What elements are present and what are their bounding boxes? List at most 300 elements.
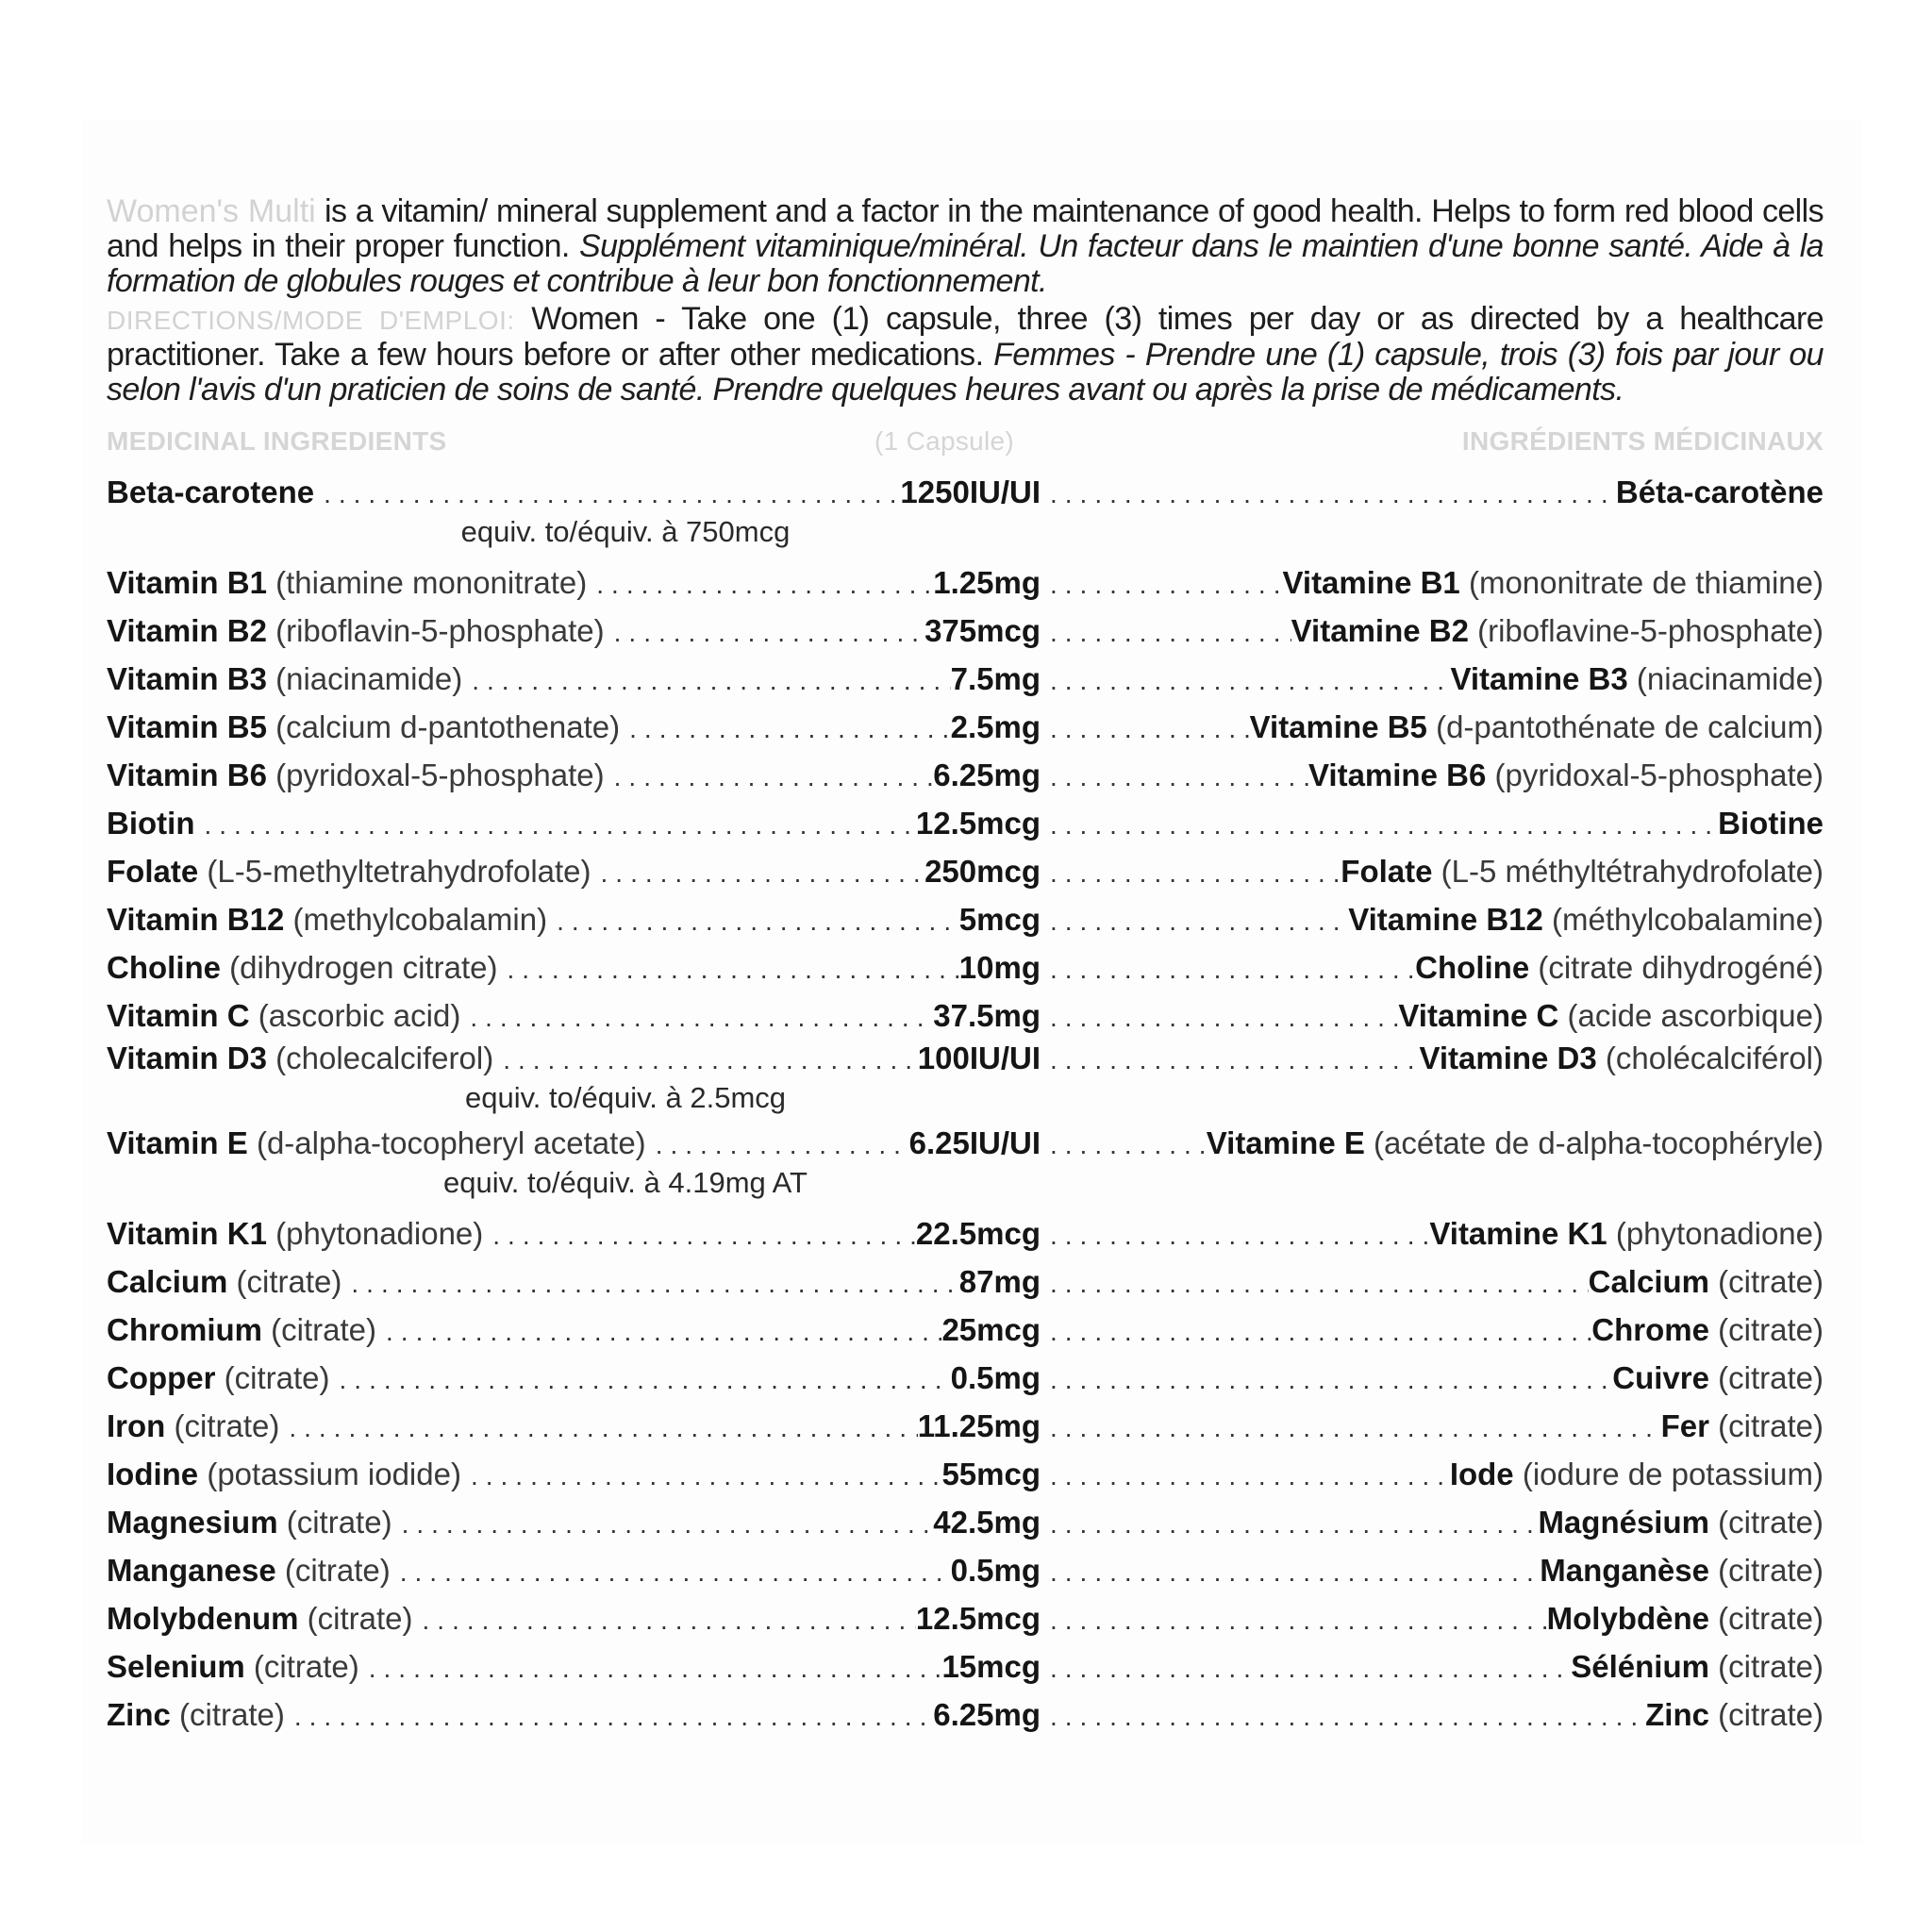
ingredient-equivalence: equiv. to/équiv. à 2.5mcg <box>464 1081 787 1114</box>
leader-dots <box>279 1404 917 1450</box>
ingredient-left <box>107 655 1041 703</box>
ingredient-right <box>1041 751 1824 799</box>
ingredient-name-en: Vitamin E <box>107 1125 248 1160</box>
leader-dots <box>605 753 934 799</box>
ingredient-left <box>107 895 1041 943</box>
directions-text-fr: Femmes - Prendre une (1) capsule, trois (3) fois par jour ou selon l'avis d'un praticien de soins de santé. Prendre quelques heures avant ou après la prise de médicaments. <box>107 337 1824 408</box>
ingredient-left <box>107 703 1041 751</box>
ingredient-label-en <box>107 1257 341 1306</box>
ingredient-right <box>1041 799 1824 847</box>
ingredient-label-en <box>107 847 591 895</box>
ingredient-qualifier-fr: (citrate) <box>1708 1649 1824 1684</box>
ingredient-qualifier-fr: (phytonadione) <box>1607 1216 1824 1251</box>
ingredient-equivalence: equiv. to/équiv. à 4.19mg AT <box>442 1166 808 1199</box>
ingredient-label-fr <box>1547 1594 1824 1642</box>
leader-dots <box>1041 560 1282 607</box>
ingredient-qualifier-en: (dihydrogen citrate) <box>221 950 498 985</box>
ingredient-label-en <box>107 1546 391 1594</box>
ingredient-name-en: Vitamin B3 <box>107 661 267 696</box>
leader-dots <box>460 993 933 1040</box>
ingredient-qualifier-fr: (L-5 méthyltétrahydrofolate) <box>1432 854 1824 889</box>
ingredient-name-en: Vitamin B1 <box>107 565 267 600</box>
ingredient-left <box>107 558 1041 607</box>
ingredient-qualifier-fr: (mononitrate de thiamine) <box>1459 565 1824 600</box>
ingredient-left <box>107 1354 1041 1402</box>
ingredient-name-en: Zinc <box>107 1697 171 1732</box>
ingredient-qualifier-en: (citrate) <box>277 1505 392 1540</box>
ingredient-name-fr: Manganèse <box>1540 1553 1709 1588</box>
ingredient-qualifier-en: (citrate) <box>298 1601 413 1636</box>
ingredient-label-en <box>107 1450 461 1498</box>
ingredient-name-fr: Iode <box>1449 1457 1514 1491</box>
ingredient-name-en: Vitamin B6 <box>107 758 267 792</box>
ingredient-right <box>1041 1209 1824 1257</box>
ingredient-left <box>107 474 1041 511</box>
ingredient-row <box>107 799 1824 847</box>
ingredient-amount: 0.5mg <box>950 1553 1041 1588</box>
leader-dots <box>1041 475 1616 511</box>
product-name: Women's Multi <box>107 193 316 229</box>
leader-dots <box>1041 1596 1547 1642</box>
ingredient-label-fr <box>1718 799 1824 847</box>
ingredient-name-en: Vitamin K1 <box>107 1216 267 1251</box>
ingredient-left <box>107 1209 1041 1257</box>
ingredient-label-en <box>107 1209 483 1257</box>
header-serving: (1 Capsule) <box>874 426 1015 456</box>
ingredient-qualifier-fr: (d-pantothénate de calcium) <box>1426 709 1824 744</box>
ingredient-label-fr <box>1291 607 1824 655</box>
ingredient-amount: 12.5mcg <box>915 1601 1041 1636</box>
ingredient-left <box>107 1040 1041 1077</box>
ingredient-right <box>1041 607 1824 655</box>
ingredient-qualifier-en: (cholecalciferol) <box>266 1041 494 1075</box>
ingredient-amount: 12.5mcg <box>915 806 1041 841</box>
ingredient-name-fr: Vitamine K1 <box>1429 1216 1607 1251</box>
ingredient-right <box>1041 1306 1824 1354</box>
leader-dots <box>1041 1452 1450 1498</box>
ingredient-name-fr: Béta-carotène <box>1615 475 1824 509</box>
ingredient-right <box>1041 895 1824 943</box>
ingredient-label-en <box>107 703 620 751</box>
ingredient-name-fr: Calcium <box>1588 1264 1709 1299</box>
leader-dots <box>1041 657 1450 703</box>
ingredient-qualifier-en: (niacinamide) <box>266 661 463 696</box>
ingredient-label-fr <box>1419 1040 1824 1077</box>
ingredient-name-en: Beta-carotene <box>107 475 315 509</box>
leader-dots <box>376 1307 941 1354</box>
ingredient-label-en <box>107 1690 285 1739</box>
ingredient-row <box>107 1402 1824 1450</box>
leader-dots <box>1041 1404 1661 1450</box>
ingredient-label-fr <box>1348 895 1824 943</box>
leader-dots <box>605 608 924 655</box>
ingredient-left <box>107 1450 1041 1498</box>
ingredient-qualifier-fr: (citrate dihydrogéné) <box>1529 950 1824 985</box>
ingredient-label-fr <box>1450 655 1824 703</box>
ingredient-label-en <box>107 1402 279 1450</box>
leader-dots <box>1041 897 1348 943</box>
ingredient-left <box>107 1306 1041 1354</box>
ingredient-label-fr <box>1612 1354 1824 1402</box>
ingredient-row <box>107 1594 1824 1642</box>
ingredient-label-en <box>107 751 605 799</box>
ingredient-label-fr <box>1661 1402 1824 1450</box>
ingredient-qualifier-fr: (citrate) <box>1708 1360 1824 1395</box>
ingredient-label-fr <box>1571 1642 1824 1690</box>
ingredient-left <box>107 847 1041 895</box>
ingredient-amount: 25mcg <box>941 1312 1041 1347</box>
ingredient-row <box>107 943 1824 991</box>
ingredient-row <box>107 1306 1824 1354</box>
ingredient-label-en <box>107 655 462 703</box>
ingredient-qualifier-fr: (citrate) <box>1708 1408 1824 1443</box>
ingredient-amount: 0.5mg <box>950 1360 1041 1395</box>
ingredient-amount: 55mcg <box>941 1457 1041 1491</box>
ingredient-name-en: Vitamin C <box>107 998 250 1033</box>
ingredient-label-en <box>107 607 605 655</box>
ingredient-amount: 250mcg <box>924 854 1041 889</box>
ingredient-qualifier-fr: (citrate) <box>1708 1312 1824 1347</box>
ingredient-name-fr: Vitamine B1 <box>1282 565 1460 600</box>
ingredient-name-en: Calcium <box>107 1264 228 1299</box>
ingredient-label-en <box>107 991 460 1040</box>
ingredient-row <box>107 1040 1824 1077</box>
ingredient-label-fr <box>1282 558 1824 607</box>
ingredient-qualifier-fr: (citrate) <box>1708 1553 1824 1588</box>
ingredient-qualifier-en: (citrate) <box>165 1408 280 1443</box>
ingredient-label-en <box>107 1354 330 1402</box>
directions-text-en: Women - Take one (1) capsule, three (3) times per day or as directed by a healthcare practitioner. Take a few hours before or after other medications. <box>107 301 1824 373</box>
ingredient-amount: 1.25mg <box>933 565 1041 600</box>
ingredient-amount: 10mg <box>958 950 1041 985</box>
ingredient-qualifier-fr: (acétate de d-alpha-tocophéryle) <box>1364 1125 1824 1160</box>
ingredient-right <box>1041 558 1824 607</box>
ingredient-amount: 87mg <box>958 1264 1041 1299</box>
ingredient-name-fr: Molybdène <box>1546 1601 1709 1636</box>
ingredient-qualifier-en: (citrate) <box>244 1649 359 1684</box>
ingredient-left <box>107 799 1041 847</box>
leader-dots <box>1041 1211 1429 1257</box>
ingredient-row <box>107 1498 1824 1546</box>
ingredient-row <box>107 1690 1824 1739</box>
ingredient-qualifier-en: (potassium iodide) <box>198 1457 461 1491</box>
leader-dots <box>1041 801 1718 847</box>
ingredient-row <box>107 1257 1824 1306</box>
intro-text-en: is a vitamin/ mineral supplement and a factor in the maintenance of good health. Helps to form red blood cells and helps in their proper function. <box>107 193 1824 264</box>
ingredient-name-en: Copper <box>107 1360 216 1395</box>
ingredient-qualifier-fr: (méthylcobalamine) <box>1542 902 1824 937</box>
ingredient-left <box>107 1257 1041 1306</box>
leader-dots <box>1041 1548 1540 1594</box>
ingredient-row <box>107 1209 1824 1257</box>
ingredient-label-en <box>107 1642 359 1690</box>
ingredient-label-en <box>107 1124 646 1162</box>
ingredient-qualifier-fr: (iodure de potassium) <box>1513 1457 1824 1491</box>
ingredient-qualifier-en: (L-5-methyltetrahydrofolate) <box>198 854 591 889</box>
leader-dots <box>341 1259 958 1306</box>
ingredient-qualifier-fr: (acide ascorbique) <box>1558 998 1824 1033</box>
ingredient-right <box>1041 1690 1824 1739</box>
leader-dots <box>194 801 915 847</box>
ingredient-row <box>107 607 1824 655</box>
leader-dots <box>285 1692 933 1739</box>
ingredient-name-fr: Cuivre <box>1612 1360 1709 1395</box>
header-ingredients-medicinaux: INGRÉDIENTS MÉDICINAUX <box>1461 426 1824 456</box>
ingredient-name-fr: Vitamine E <box>1206 1125 1365 1160</box>
leader-dots <box>493 1041 918 1077</box>
ingredient-label-en <box>107 1306 376 1354</box>
ingredient-qualifier-fr: (citrate) <box>1708 1601 1824 1636</box>
ingredient-label-en <box>107 943 497 991</box>
leader-dots <box>483 1211 916 1257</box>
ingredient-name-en: Iron <box>107 1408 166 1443</box>
ingredient-left <box>107 1498 1041 1546</box>
ingredient-label-en <box>107 1498 392 1546</box>
leader-dots <box>391 1548 951 1594</box>
ingredient-label-fr <box>1429 1209 1824 1257</box>
directions-paragraph <box>107 302 1824 408</box>
ingredient-name-fr: Biotine <box>1718 806 1824 841</box>
ingredient-name-en: Biotin <box>107 806 195 841</box>
label-content <box>107 194 1824 1739</box>
ingredient-label-fr <box>1645 1690 1824 1739</box>
ingredient-name-en: Iodine <box>107 1457 199 1491</box>
ingredient-qualifier-fr: (riboflavine-5-phosphate) <box>1468 613 1824 648</box>
ingredient-name-en: Magnesium <box>107 1505 278 1540</box>
ingredient-name-fr: Vitamine B6 <box>1308 758 1487 792</box>
ingredient-right <box>1041 1257 1824 1306</box>
leader-dots <box>314 475 900 511</box>
ingredient-left <box>107 1690 1041 1739</box>
ingredient-row <box>107 1124 1824 1162</box>
ingredient-name-en: Selenium <box>107 1649 245 1684</box>
leader-dots <box>646 1126 909 1162</box>
ingredient-name-fr: Choline <box>1415 950 1530 985</box>
intro-paragraph <box>107 194 1824 299</box>
ingredient-label-en <box>107 1594 413 1642</box>
ingredient-qualifier-fr: (citrate) <box>1708 1697 1824 1732</box>
ingredient-qualifier-en: (citrate) <box>170 1697 285 1732</box>
ingredient-row <box>107 751 1824 799</box>
ingredient-qualifier-en: (ascorbic acid) <box>249 998 461 1033</box>
ingredient-name-fr: Vitamine B3 <box>1450 661 1628 696</box>
ingredient-right <box>1041 1450 1824 1498</box>
ingredient-name-en: Vitamin B5 <box>107 709 267 744</box>
ingredient-name-en: Choline <box>107 950 221 985</box>
ingredient-row <box>107 1642 1824 1690</box>
leader-dots <box>1041 753 1308 799</box>
ingredient-left <box>107 1642 1041 1690</box>
ingredient-right <box>1041 1546 1824 1594</box>
ingredient-name-en: Vitamin B12 <box>107 902 285 937</box>
ingredient-qualifier-en: (citrate) <box>227 1264 342 1299</box>
leader-dots <box>1041 849 1341 895</box>
ingredient-amount: 37.5mg <box>933 998 1041 1033</box>
ingredient-label-fr <box>1308 751 1824 799</box>
directions-heading: DIRECTIONS/MODE D'EMPLOI: <box>107 306 515 335</box>
ingredient-amount: 42.5mg <box>933 1505 1041 1540</box>
ingredient-right <box>1041 474 1824 511</box>
leader-dots <box>461 1452 941 1498</box>
ingredient-name-en: Chromium <box>107 1312 262 1347</box>
ingredient-amount: 100IU/UI <box>917 1041 1041 1075</box>
ingredient-right <box>1041 655 1824 703</box>
ingredient-right <box>1041 1354 1824 1402</box>
ingredient-list <box>107 474 1824 1739</box>
ingredient-qualifier-en: (citrate) <box>262 1312 377 1347</box>
ingredient-left <box>107 1546 1041 1594</box>
ingredient-amount: 6.25mg <box>933 758 1041 792</box>
ingredient-row <box>107 655 1824 703</box>
ingredient-name-fr: Vitamine C <box>1398 998 1559 1033</box>
ingredient-qualifier-fr: (citrate) <box>1708 1264 1824 1299</box>
ingredient-amount: 15mcg <box>941 1649 1041 1684</box>
ingredient-label-en <box>107 1040 493 1077</box>
intro-text-fr: Supplément vitaminique/minéral. Un facteur dans le maintien d'une bonne santé. Aide à la formation de globules rouges et contribue à leur bon fonctionnement. <box>107 228 1824 299</box>
ingredient-amount: 375mcg <box>924 613 1041 648</box>
ingredient-qualifier-en: (citrate) <box>275 1553 391 1588</box>
ingredient-qualifier-en: (phytonadione) <box>266 1216 484 1251</box>
ingredient-right <box>1041 1642 1824 1690</box>
ingredient-name-fr: Vitamine B2 <box>1291 613 1469 648</box>
ingredient-row <box>107 703 1824 751</box>
ingredient-label-en <box>107 799 194 847</box>
leader-dots <box>1041 705 1250 751</box>
leader-dots <box>1041 993 1398 1040</box>
ingredient-left <box>107 751 1041 799</box>
ingredient-amount: 6.25mg <box>933 1697 1041 1732</box>
leader-dots <box>591 849 925 895</box>
header-medicinal-ingredients: MEDICINAL INGREDIENTS <box>107 426 447 456</box>
ingredient-right <box>1041 991 1824 1040</box>
ingredient-table-header <box>107 426 1824 464</box>
ingredient-label-fr <box>1398 991 1824 1040</box>
leader-dots <box>1041 1692 1645 1739</box>
ingredient-qualifier-en: (citrate) <box>215 1360 330 1395</box>
ingredient-right <box>1041 943 1824 991</box>
leader-dots <box>1041 945 1415 991</box>
ingredient-qualifier-en: (calcium d-pantothenate) <box>266 709 621 744</box>
ingredient-label-fr <box>1341 847 1824 895</box>
ingredient-label-fr <box>1415 943 1824 991</box>
ingredient-right <box>1041 1498 1824 1546</box>
leader-dots <box>1041 608 1291 655</box>
ingredient-label-en <box>107 895 547 943</box>
ingredient-qualifier-en: (d-alpha-tocopheryl acetate) <box>247 1125 646 1160</box>
ingredient-label-fr <box>1538 1498 1824 1546</box>
leader-dots <box>462 657 950 703</box>
ingredient-label-fr <box>1207 1124 1824 1162</box>
ingredient-name-en: Manganese <box>107 1553 276 1588</box>
ingredient-amount: 11.25mg <box>917 1408 1041 1443</box>
ingredient-amount: 5mcg <box>958 902 1041 937</box>
ingredient-row <box>107 1546 1824 1594</box>
ingredient-name-fr: Zinc <box>1645 1697 1709 1732</box>
ingredient-qualifier-en: (methylcobalamin) <box>284 902 548 937</box>
ingredient-left <box>107 607 1041 655</box>
ingredient-row <box>107 1354 1824 1402</box>
ingredient-qualifier-fr: (niacinamide) <box>1627 661 1824 696</box>
leader-dots <box>1041 1126 1207 1162</box>
ingredient-row <box>107 1450 1824 1498</box>
ingredient-name-fr: Fer <box>1660 1408 1709 1443</box>
ingredient-qualifier-en: (riboflavin-5-phosphate) <box>266 613 605 648</box>
leader-dots <box>1041 1500 1538 1546</box>
ingredient-label-en <box>107 558 587 607</box>
ingredient-name-en: Molybdenum <box>107 1601 299 1636</box>
ingredient-qualifier-en: (thiamine mononitrate) <box>266 565 588 600</box>
ingredient-name-fr: Folate <box>1341 854 1433 889</box>
ingredient-right <box>1041 1594 1824 1642</box>
ingredient-name-en: Folate <box>107 854 199 889</box>
leader-dots <box>620 705 950 751</box>
ingredient-amount: 1250IU/UI <box>900 475 1041 509</box>
leader-dots <box>413 1596 916 1642</box>
ingredient-row <box>107 847 1824 895</box>
leader-dots <box>1041 1307 1591 1354</box>
ingredient-label-fr <box>1540 1546 1824 1594</box>
ingredient-left <box>107 1594 1041 1642</box>
leader-dots <box>330 1356 951 1402</box>
leader-dots <box>392 1500 934 1546</box>
leader-dots <box>1041 1644 1571 1690</box>
ingredient-name-fr: Vitamine B12 <box>1348 902 1543 937</box>
ingredient-left <box>107 1402 1041 1450</box>
ingredient-equivalence: equiv. to/équiv. à 750mcg <box>460 515 791 548</box>
ingredient-amount: 2.5mg <box>950 709 1041 744</box>
ingredient-right <box>1041 1402 1824 1450</box>
ingredient-left <box>107 991 1041 1040</box>
ingredient-label-fr <box>1450 1450 1824 1498</box>
ingredient-right <box>1041 703 1824 751</box>
leader-dots <box>1041 1356 1612 1402</box>
ingredient-qualifier-fr: (cholécalciférol) <box>1596 1041 1824 1075</box>
ingredient-name-fr: Chrome <box>1591 1312 1709 1347</box>
ingredient-row <box>107 895 1824 943</box>
ingredient-left <box>107 943 1041 991</box>
ingredient-amount: 6.25IU/UI <box>908 1125 1041 1160</box>
ingredient-row <box>107 558 1824 607</box>
ingredient-name-en: Vitamin D3 <box>107 1041 267 1075</box>
ingredient-left <box>107 1124 1041 1162</box>
ingredient-qualifier-fr: (citrate) <box>1708 1505 1824 1540</box>
ingredient-row <box>107 991 1824 1040</box>
ingredient-label-en <box>107 474 314 511</box>
ingredient-name-fr: Vitamine D3 <box>1419 1041 1597 1075</box>
ingredient-amount: 7.5mg <box>950 661 1041 696</box>
ingredient-label-fr <box>1250 703 1824 751</box>
ingredient-label-fr <box>1616 474 1824 511</box>
ingredient-right <box>1041 1040 1824 1077</box>
ingredient-row <box>107 474 1824 511</box>
ingredient-label-fr <box>1589 1257 1824 1306</box>
ingredient-name-en: Vitamin B2 <box>107 613 267 648</box>
leader-dots <box>1041 1041 1419 1077</box>
leader-dots <box>497 945 958 991</box>
ingredient-name-fr: Vitamine B5 <box>1249 709 1427 744</box>
ingredient-right <box>1041 847 1824 895</box>
leader-dots <box>547 897 959 943</box>
leader-dots <box>359 1644 942 1690</box>
ingredient-name-fr: Sélénium <box>1571 1649 1709 1684</box>
ingredient-amount: 22.5mcg <box>915 1216 1041 1251</box>
leader-dots <box>587 560 933 607</box>
ingredient-name-fr: Magnésium <box>1538 1505 1709 1540</box>
ingredient-qualifier-fr: (pyridoxal-5-phosphate) <box>1486 758 1824 792</box>
ingredient-label-fr <box>1591 1306 1824 1354</box>
ingredient-right <box>1041 1124 1824 1162</box>
leader-dots <box>1041 1259 1589 1306</box>
